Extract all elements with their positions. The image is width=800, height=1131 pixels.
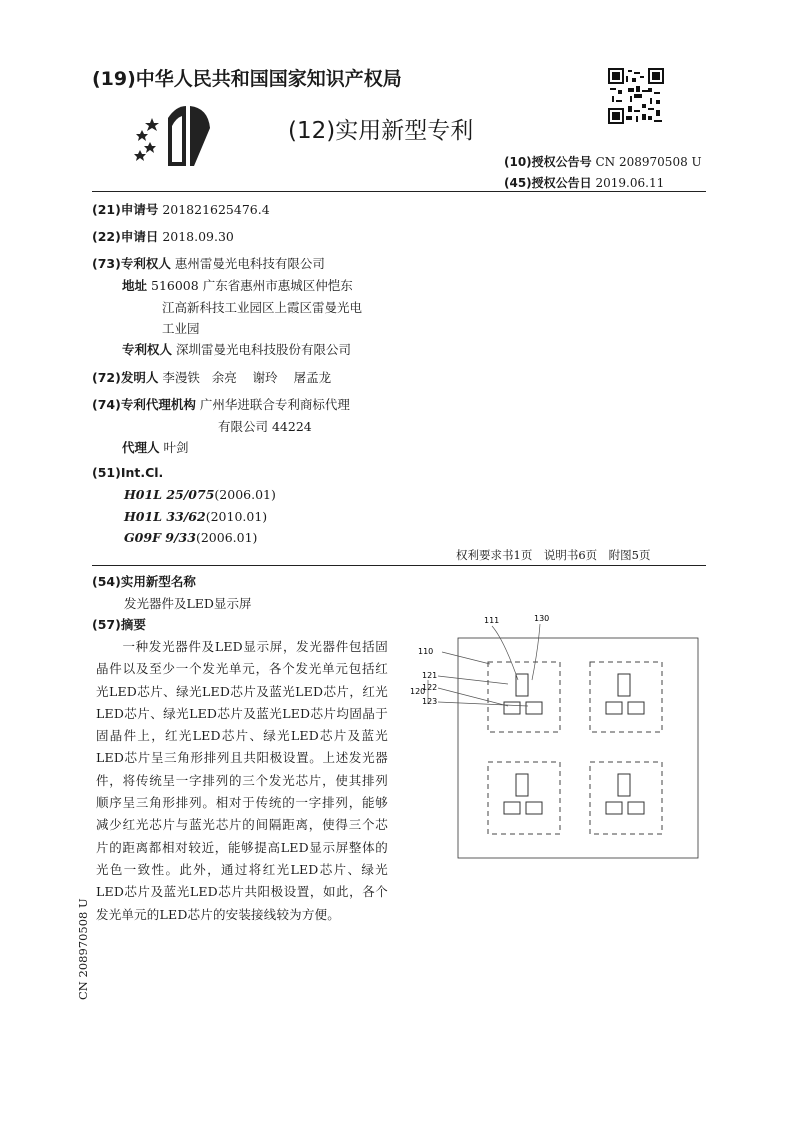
section-divider (92, 565, 706, 566)
patentee: 惠州雷曼光电科技有限公司 (174, 256, 325, 271)
application-date-row (92, 227, 234, 245)
figure-label-111: 111 (484, 616, 500, 625)
application-date-label: (22)申请日 (92, 229, 159, 244)
figure-label-110: 110 (418, 647, 434, 656)
inventor: 李漫铁 (162, 370, 200, 385)
application-number-row (92, 200, 270, 218)
intcl-label (92, 465, 163, 480)
document-type: (12)实用新型专利 (288, 118, 474, 144)
leader-lines (428, 624, 540, 706)
inventors-row (92, 368, 331, 386)
application-number-label: (21)申请号 (92, 202, 159, 217)
figure-label-123: 123 (422, 697, 438, 706)
ipc-version: (2006.01) (214, 487, 276, 502)
ipc-class-row (124, 509, 267, 524)
utility-model-title: 发光器件及LED显示屏 (124, 596, 252, 611)
agency-label: (74)专利代理机构 (92, 397, 196, 412)
publication-date-row (504, 174, 664, 191)
page-counts: 权利要求书1页 说明书6页 附图5页 (456, 548, 651, 562)
patentee-label: (73)专利权人 (92, 256, 171, 271)
abstract-body: 一种发光器件及LED显示屏，发光器件包括固晶件以及至少一个发光单元，各个发光单元包括红光LED芯片、绿光LED芯片及蓝光LED芯片，红光LED芯片、绿光LED芯片及蓝光LED芯片均固晶于固晶件上，红光LED芯片、绿光LED芯片及蓝光LED芯片呈三角形排列且共阳极设置。上述发光器件，将传统呈一字排列的三个发光芯片，使其排列顺序呈三角形排列。相对于传统的一字排列，能够减少红光芯片与蓝光芯片的间隔距离，使得三个芯片的距离都相对较近，能够提高LED显示屏整体的光色一致性。此外，通过将红光LED芯片、绿光LED芯片及蓝光LED芯片共阳极设置，如此，各个发光单元的LED芯片的安装接线较为方便。 (96, 639, 388, 922)
patentee-2-label: 专利权人 (122, 342, 173, 357)
address-line-2: 江高新科技工业园区上霞区雷曼光电 (162, 300, 363, 315)
side-patent-number: CN 208970508 U (76, 898, 90, 1000)
agent-label: 代理人 (122, 440, 160, 455)
title-label (92, 572, 196, 590)
cnipa-logo-icon (128, 98, 228, 170)
abstract-text (96, 636, 388, 926)
ipc-version: (2006.01) (195, 530, 258, 545)
title-label-text: (54)实用新型名称 (92, 574, 196, 589)
address-label: 地址 (122, 278, 148, 293)
ipc-class-row (124, 530, 257, 545)
figure-label-122: 122 (422, 683, 438, 692)
office-name: (19)中华人民共和国国家知识产权局 (92, 68, 402, 90)
publication-number-label: (10)授权公告号 (504, 155, 592, 169)
ipc-class-row (124, 487, 276, 502)
led-unit-bottom-left (488, 762, 560, 834)
inventor: 谢玲 (252, 370, 278, 385)
ipc-version: (2010.01) (205, 509, 268, 524)
address-line-3: 工业园 (162, 321, 200, 336)
qr-code-icon (608, 68, 664, 124)
chips (504, 674, 644, 814)
abstract-label-text: (57)摘要 (92, 617, 146, 632)
led-unit-top-right (590, 662, 662, 732)
patentee-row (92, 254, 325, 272)
abstract-figure (408, 610, 708, 860)
ipc-code: G09F 9/33 (124, 530, 196, 545)
ipc-code: H01L 33/62 (124, 509, 206, 524)
agent-row (122, 438, 189, 456)
led-unit-bottom-right (590, 762, 662, 834)
figure-label-130: 130 (534, 614, 550, 623)
address-row (122, 276, 353, 294)
inventor: 屠孟龙 (293, 370, 332, 385)
publication-number-row (504, 153, 702, 170)
patentee-2-row (122, 340, 351, 358)
ipc-code: H01L 25/075 (124, 487, 215, 502)
application-number: 201821625476.4 (162, 202, 270, 217)
abstract-label (92, 615, 146, 633)
patentee-2: 深圳雷曼光电科技股份有限公司 (176, 342, 352, 357)
intcl-label-text: (51)Int.Cl. (92, 465, 164, 480)
agency-line-2: 有限公司 44224 (218, 419, 312, 434)
publication-date: 2019.06.11 (595, 176, 665, 190)
agency-line-1: 广州华进联合专利商标代理 (199, 397, 350, 412)
publication-date-label: (45)授权公告日 (504, 176, 592, 190)
inventor: 余亮 (211, 370, 237, 385)
publication-number: CN 208970508 U (595, 155, 702, 169)
led-unit-top-left (488, 662, 560, 732)
inventors-label: (72)发明人 (92, 370, 159, 385)
figure-label-120: 120 (410, 687, 426, 696)
agency-row (92, 395, 350, 413)
figure-label-121: 121 (422, 671, 438, 680)
header-divider (92, 191, 706, 192)
application-date: 2018.09.30 (162, 229, 234, 244)
agent: 叶剑 (163, 440, 189, 455)
address-line-1: 516008 广东省惠州市惠城区仲恺东 (151, 278, 353, 293)
